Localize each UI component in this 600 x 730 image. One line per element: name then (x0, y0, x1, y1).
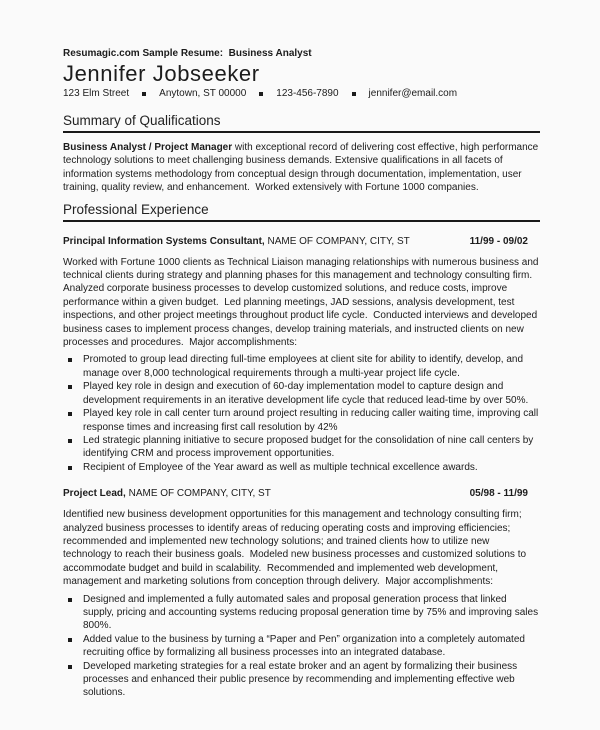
bullet-text: Recipient of Employee of the Year award as well as multiple technical excellence awards. (83, 461, 478, 473)
job-company: NAME OF COMPANY, CITY, ST (125, 488, 271, 500)
square-bullet-icon (68, 385, 72, 389)
bullet-item (68, 633, 540, 660)
bullet-item (68, 461, 540, 474)
summary-lead: Business Analyst / Project Manager (63, 142, 233, 153)
job-bullet-list (63, 353, 540, 474)
resume-tagline: Resumagic.com Sample Resume: Business Analyst (63, 48, 312, 59)
contact-city: Anytown, ST 00000 (159, 88, 247, 99)
job-company: NAME OF COMPANY, CITY, ST (264, 235, 410, 247)
bullet-item (68, 660, 540, 700)
bullet-text: Led strategic planning initiative to secure proposed budget for the consolidation of nine call centers by identifying CRM and process improvement opportunities. (83, 434, 534, 460)
job-dates: 11/99 - 09/02 (469, 235, 528, 247)
contact-address: 123 Elm Street (63, 88, 130, 99)
square-separator-icon (142, 92, 146, 96)
bullet-text: Added value to the business by turning a “Paper and Pen” organization into a completely automated recruiting office by formalizing all business processes into an integrated database. (83, 633, 525, 659)
bullet-text: Promoted to group lead directing full-time employees at client site for ability to identify, develop, and manage over 8,000 technological requirements through a multi-year project life cycle. (83, 354, 524, 379)
job-title: Principal Information Systems Consultant, (63, 235, 265, 247)
contact-email: jennifer@email.com (368, 88, 458, 99)
square-separator-icon (352, 92, 356, 96)
contact-line (63, 87, 540, 100)
job-title: Project Lead, (63, 488, 126, 500)
section-title-experience: Professional Experience (63, 202, 540, 222)
bullet-item (68, 353, 540, 380)
bullet-item (68, 593, 540, 633)
bullet-text: Played key role in design and execution of 60-day implementation model to capture design and development requirements in an iterative development life cycle that reduced lead-time by over 50%. (83, 381, 529, 406)
job-description: Identified new business development opportunities for this management and technology consulting firm; analyzed business processes to identify areas of reducing operating costs and improving efficiencies; recommended and implemented new technology solutions; and trained clients how to utilize new technology to reach their business goals. Modeled new business processes and customized solutions to accommodate budget and build in scalability. Recommended and implemented web development, management and marketing solutions from conception through delivery. Major accomplishments: (63, 509, 527, 588)
square-bullet-icon (68, 466, 72, 470)
bullet-text: Designed and implemented a fully automated sales and proposal generation process that linked supply, pricing and accounting systems reducing proposal generation time by 75% and improving sales 800%. (83, 593, 539, 632)
job-bullet-list (63, 593, 540, 700)
job-header (63, 235, 540, 248)
section-title-summary: Summary of Qualifications (63, 113, 540, 133)
bullet-item (68, 407, 540, 434)
job-heading-text (63, 487, 271, 500)
square-bullet-icon (68, 412, 72, 416)
summary-body: with exceptional record of delivering cost effective, high performance technology solutions to meet challenging business demands. Extensive qualifications in all facets of information systems methodology from conceptual design through documentation, implementation, user training, quality review, and enhancement. Worked extensively with Fortune 1000 companies. (63, 142, 539, 194)
summary-paragraph (63, 141, 540, 195)
square-separator-icon (259, 92, 263, 96)
job-description: Worked with Fortune 1000 clients as Technical Liaison managing relationships with numerous business and technical clients during strategy and planning phases for this management and technology consulting firm. Analyzed corporate business processes to develop customized solutions, and reduce costs, improve performance within a given budget. Led planning meetings, JAD sessions, analysis development, test inspections, and other project meetings throughout product life cycle. Conducted interviews and developed business cases to implement process changes, develop training materials, and instructed clients on new processes and procedures. Major accomplishments: (63, 256, 539, 349)
bullet-text: Played key role in call center turn around project resulting in reducing caller waiting time, improving call response times and increasing first call resolution by 42% (83, 408, 539, 433)
job-dates: 05/98 - 11/99 (469, 488, 528, 500)
bullet-item (68, 380, 540, 407)
contact-phone: 123-456-7890 (276, 88, 339, 99)
bullet-text: Developed marketing strategies for a real estate broker and an agent by formalizing their business processes and enhanced their public presence by recommending and implementing effective web solutions. (83, 660, 518, 699)
square-bullet-icon (68, 598, 72, 602)
job-heading-text (63, 235, 410, 248)
square-bullet-icon (68, 439, 72, 443)
candidate-name: Jennifer Jobseeker (63, 61, 260, 86)
square-bullet-icon (68, 358, 72, 362)
square-bullet-icon (68, 638, 72, 642)
bullet-item (68, 434, 540, 461)
job-header (63, 487, 540, 500)
square-bullet-icon (68, 665, 72, 669)
